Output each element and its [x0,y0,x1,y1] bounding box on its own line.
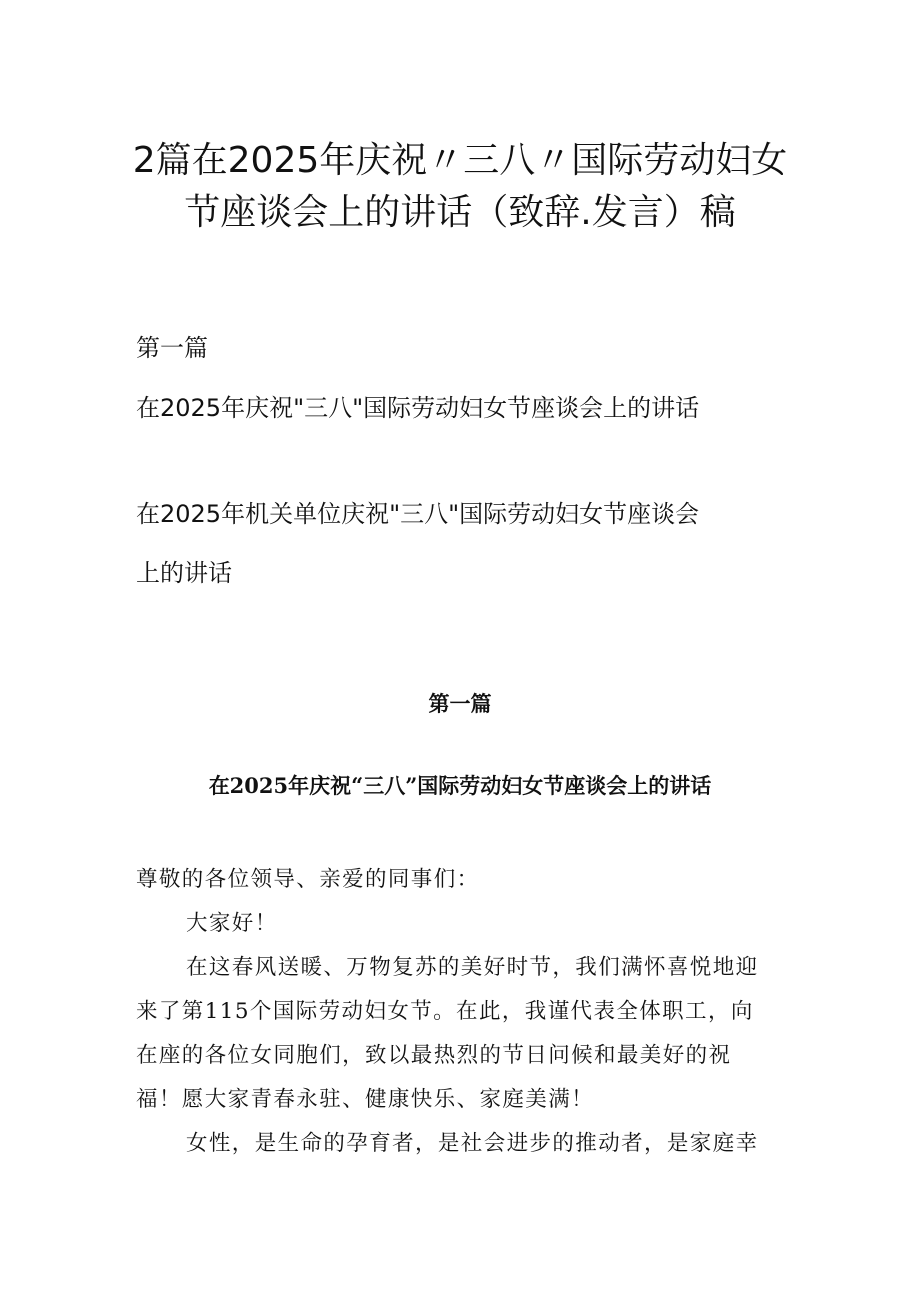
section-title: 在2025年庆祝“三八”国际劳动妇女节座谈会上的讲话 [208,773,712,798]
salutation: 尊敬的各位领导、亲爱的同事们： [136,867,480,892]
paragraph-1-line-4: 福！愿大家青春永驻、健康快乐、家庭美满！ [136,1087,595,1112]
toc-item-2-line-1: 在2025年机关单位庆祝"三八"国际劳动妇女节座谈会 [136,500,700,528]
paragraph-2-line-1: 女性，是生命的孕育者，是社会进步的推动者，是家庭幸 [186,1131,759,1156]
greeting: 大家好！ [186,911,278,936]
toc-item-1: 在2025年庆祝"三八"国际劳动妇女节座谈会上的讲话 [136,394,700,422]
document-title-line-1: 2篇在2025年庆祝〃三八〃国际劳动妇女 [132,140,788,181]
document-title-line-2: 节座谈会上的讲话（致辞.发言）稿 [184,192,736,233]
section-heading: 第一篇 [428,691,492,716]
paragraph-1-line-1: 在这春风送暖、万物复苏的美好时节，我们满怀喜悦地迎 [186,955,759,980]
paragraph-1-line-2: 来了第115个国际劳动妇女节。在此，我谨代表全体职工，向 [136,999,754,1024]
toc-heading: 第一篇 [136,334,208,362]
toc-item-2-line-2: 上的讲话 [136,559,232,587]
paragraph-1-line-3: 在座的各位女同胞们，致以最热烈的节日问候和最美好的祝 [136,1043,732,1068]
